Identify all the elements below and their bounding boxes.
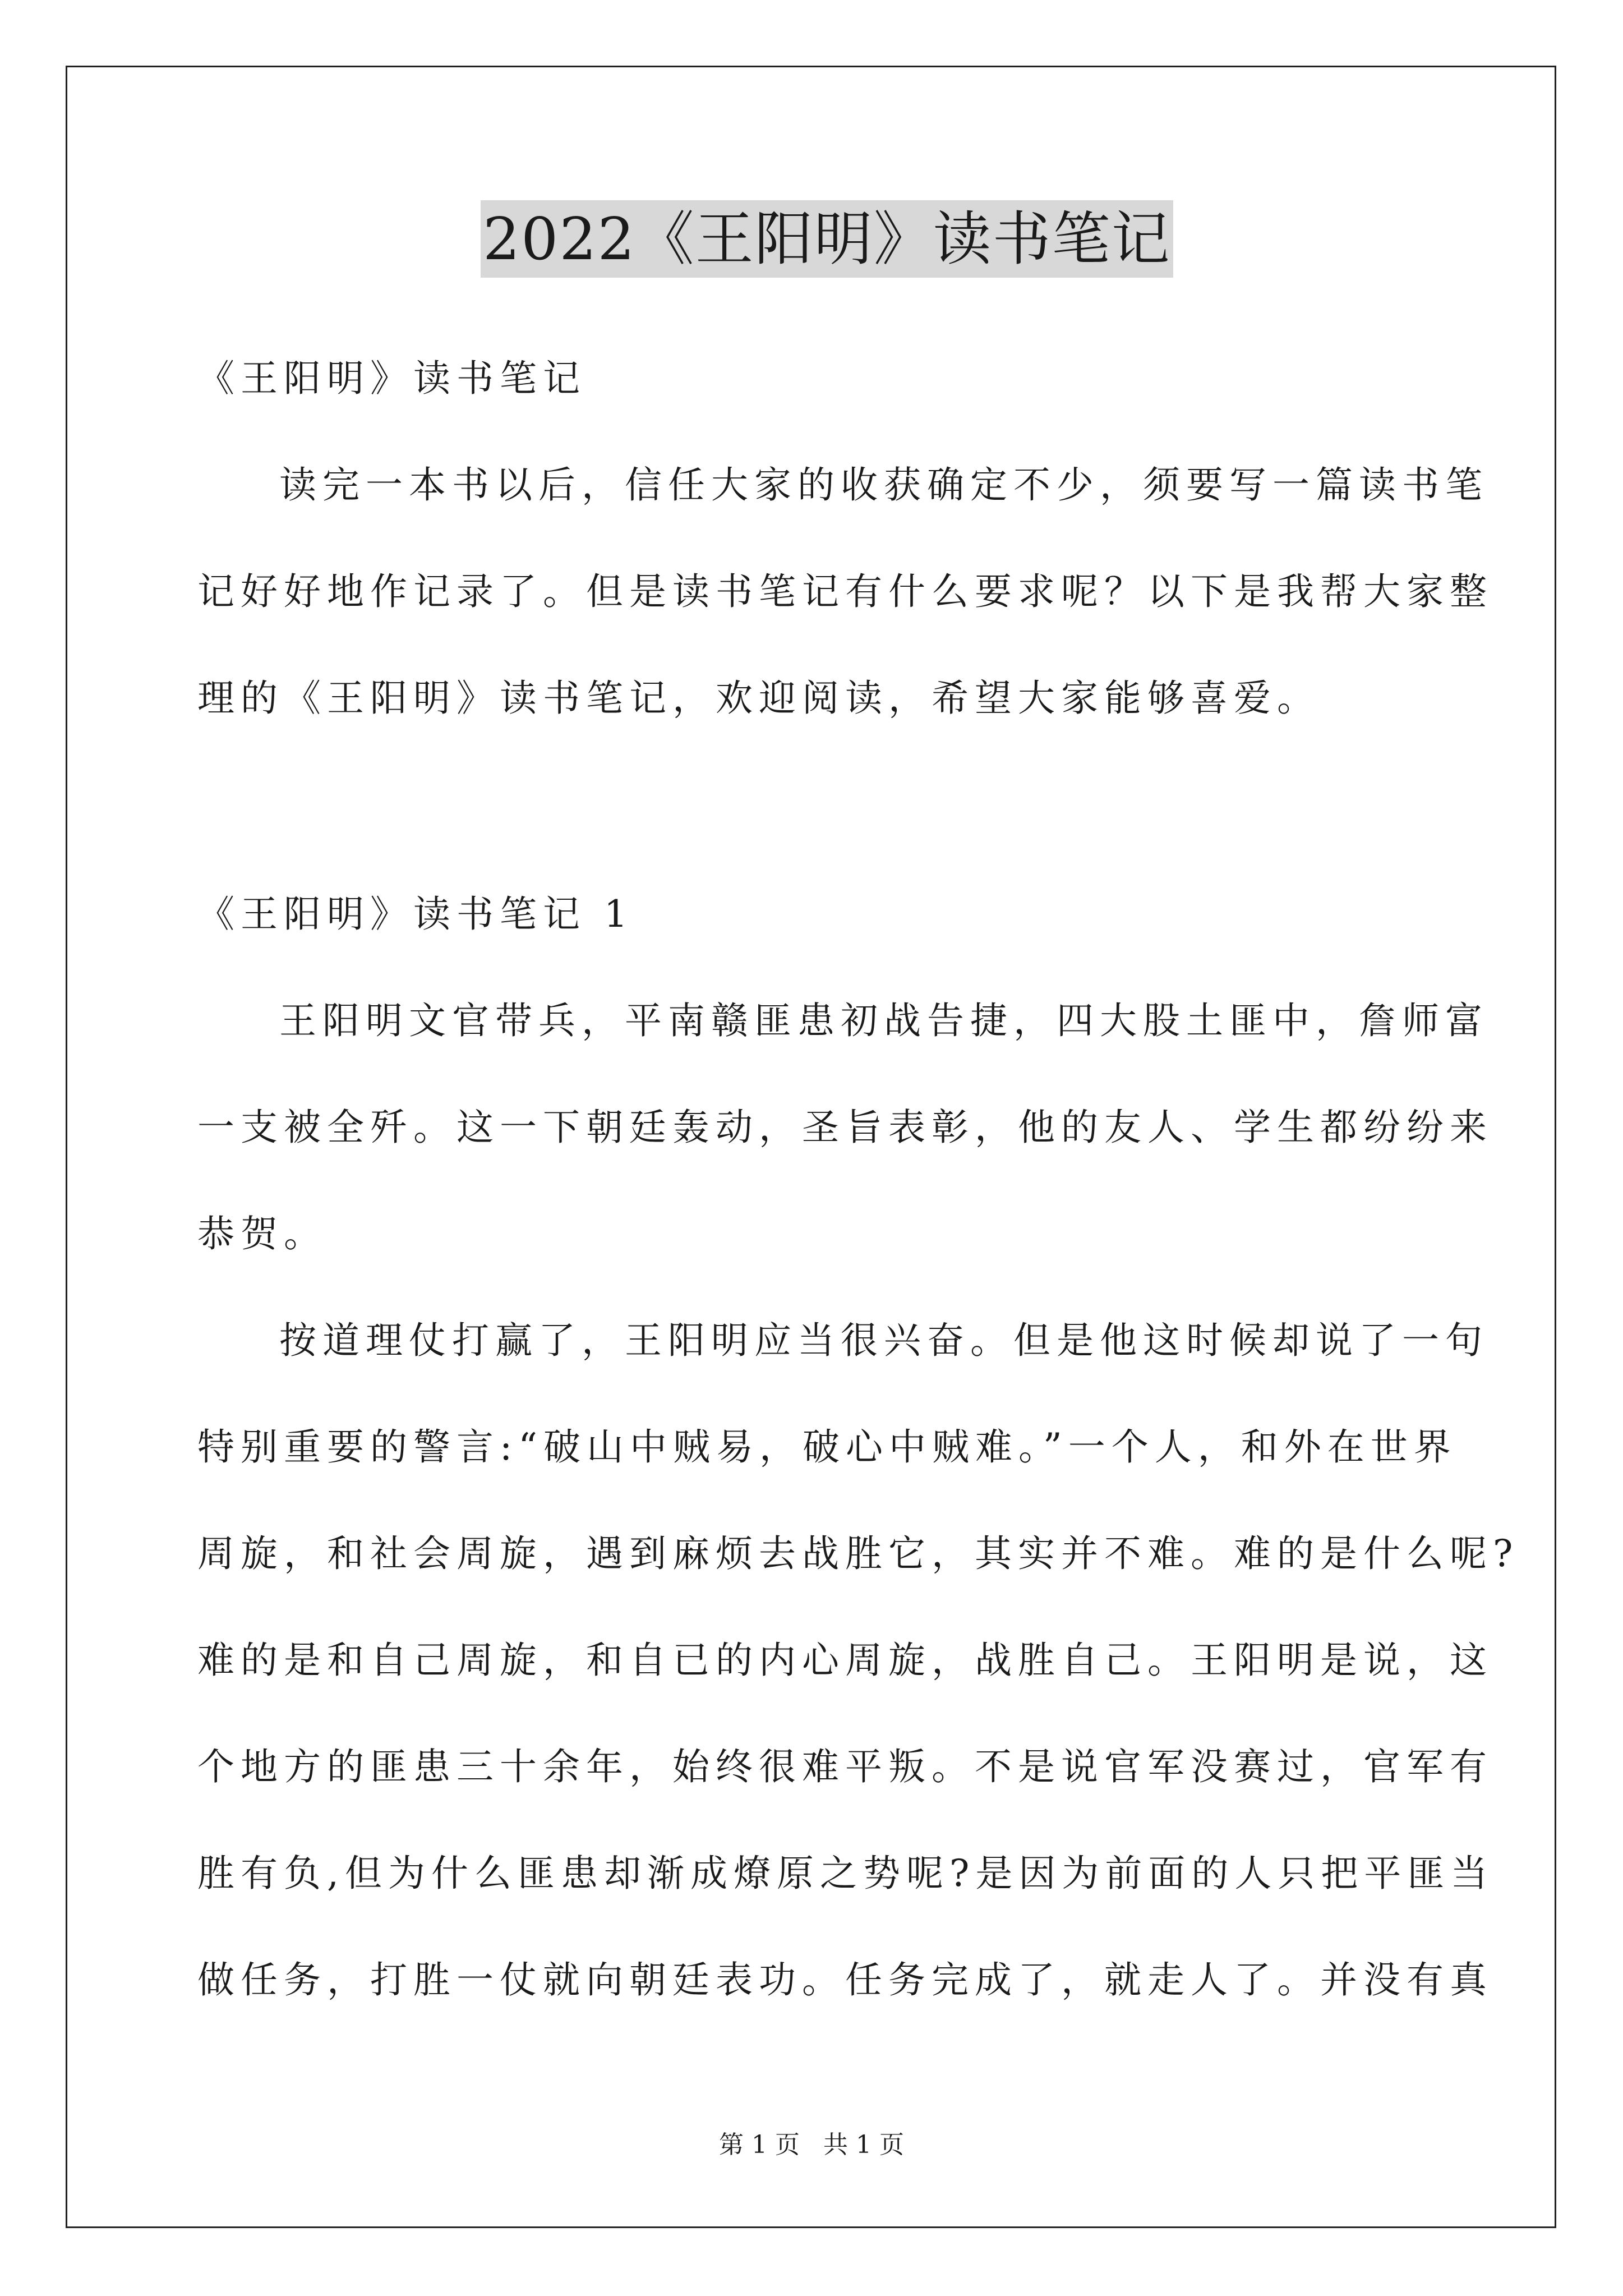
paragraph-line: 个地方的匪患三十余年，始终很难平叛。不是说官军没赛过，官军有 <box>197 1745 1493 1788</box>
page-title: 2022《王阳明》读书笔记 <box>481 200 1173 278</box>
paragraph-line: 一支被全歼。这一下朝廷轰动，圣旨表彰，他的友人、学生都纷纷来 <box>197 1106 1493 1149</box>
paragraph-line: 记好好地作记录了。但是读书笔记有什么要求呢？以下是我帮大家整 <box>197 570 1493 613</box>
section-heading: 《王阳明》读书笔记 <box>197 357 586 400</box>
paragraph-line: 按道理仗打赢了，王阳明应当很兴奋。但是他这时候却说了一句 <box>279 1319 1488 1362</box>
page-number: 第 1 页 共 1 页 <box>719 2131 904 2159</box>
paragraph-line: 理的《王阳明》读书笔记，欢迎阅读，希望大家能够喜爱。 <box>197 677 1320 720</box>
paragraph-line: 读完一本书以后，信任大家的收获确定不少，须要写一篇读书笔 <box>279 463 1488 507</box>
paragraph-line: 王阳明文官带兵，平南赣匪患初战告捷，四大股土匪中，詹师富 <box>279 999 1488 1042</box>
paragraph-line: 特别重要的警言:“破山中贼易，破心中贼难。”一个人，和外在世界 <box>197 1425 1457 1469</box>
paragraph-line: 难的是和自己周旋，和自已的内心周旋，战胜自己。王阳明是说，这 <box>197 1639 1493 1682</box>
paragraph-line: 周旋，和社会周旋，遇到麻烦去战胜它，其实并不难。难的是什么呢? <box>197 1532 1519 1575</box>
section-heading: 《王阳明》读书笔记 1 <box>197 892 634 936</box>
paragraph-line: 恭贺。 <box>197 1212 327 1255</box>
paragraph-line: 胜有负,但为什么匪患却渐成燎原之势呢?是因为前面的人只把平匪当 <box>197 1852 1494 1895</box>
paragraph-line: 做任务，打胜一仗就向朝廷表功。任务完成了，就走人了。并没有真 <box>197 1958 1493 2001</box>
